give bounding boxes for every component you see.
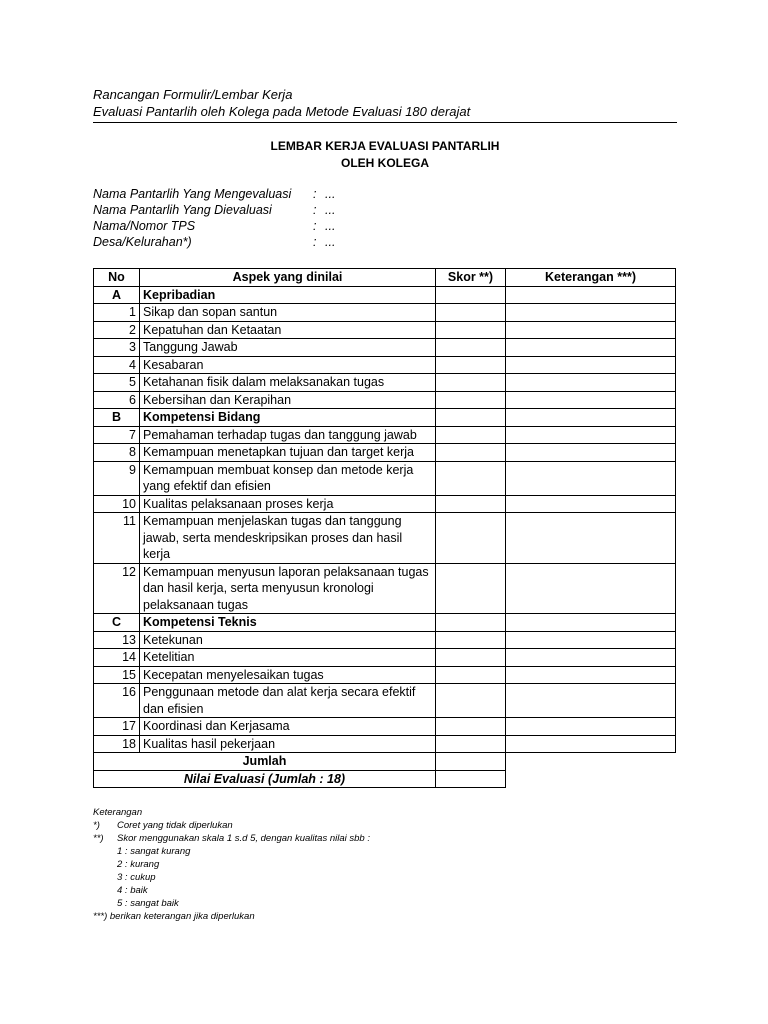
table-row <box>94 374 676 392</box>
table-row <box>94 718 676 736</box>
scale-item: 5 : sangat baik <box>117 898 179 909</box>
identity-label: Desa/Kelurahan*) <box>93 235 192 249</box>
table-row <box>94 304 676 322</box>
document-title: LEMBAR KERJA EVALUASI PANTARLIH <box>270 139 500 153</box>
aspect-label: Sikap dan sopan santun <box>140 304 436 322</box>
aspect-label: Penggunaan metode dan alat kerja secara efektif dan efisien <box>140 684 436 718</box>
keterangan-cell[interactable] <box>506 666 676 684</box>
identity-colon: : <box>313 235 317 249</box>
identity-label: Nama Pantarlih Yang Mengevaluasi <box>93 187 292 201</box>
table-row <box>94 735 676 753</box>
score-cell[interactable] <box>436 513 506 564</box>
note-text: ***) berikan keterangan jika diperlukan <box>93 911 255 922</box>
keterangan-cell[interactable] <box>506 718 676 736</box>
aspect-label: Kemampuan menetapkan tujuan dan target kerja <box>140 444 436 462</box>
score-cell[interactable] <box>436 684 506 718</box>
section-row <box>94 286 676 304</box>
keterangan-cell[interactable] <box>506 374 676 392</box>
aspect-label: Kualitas pelaksanaan proses kerja <box>140 495 436 513</box>
row-number: A <box>94 286 140 304</box>
identity-value: ... <box>325 219 336 233</box>
table-row <box>94 391 676 409</box>
score-cell[interactable] <box>436 356 506 374</box>
score-cell[interactable] <box>436 614 506 632</box>
keterangan-cell[interactable] <box>506 286 676 304</box>
note-text: Coret yang tidak diperlukan <box>117 820 233 831</box>
score-cell[interactable] <box>436 304 506 322</box>
row-number: 13 <box>94 631 140 649</box>
score-cell[interactable] <box>436 666 506 684</box>
row-number: 4 <box>94 356 140 374</box>
row-number: 7 <box>94 426 140 444</box>
scale-item: 2 : kurang <box>117 859 160 870</box>
keterangan-cell[interactable] <box>506 391 676 409</box>
header-no: No <box>94 269 140 287</box>
row-number: 1 <box>94 304 140 322</box>
aspect-label: Kemampuan menjelaskan tugas dan tanggung jawab, serta mendeskripsikan proses dan hasil kerja <box>140 513 436 564</box>
table-header-row <box>94 269 676 287</box>
keterangan-cell[interactable] <box>506 409 676 427</box>
table-row <box>94 426 676 444</box>
row-number: B <box>94 409 140 427</box>
table-row <box>94 356 676 374</box>
header-aspek: Aspek yang dinilai <box>140 269 436 287</box>
section-row <box>94 614 676 632</box>
row-number: 3 <box>94 339 140 357</box>
score-cell[interactable] <box>436 735 506 753</box>
aspect-label: Kepatuhan dan Ketaatan <box>140 321 436 339</box>
note-mark: *) <box>93 820 100 831</box>
row-number: 16 <box>94 684 140 718</box>
keterangan-cell[interactable] <box>506 684 676 718</box>
keterangan-cell[interactable] <box>506 304 676 322</box>
header-divider <box>93 122 677 123</box>
identity-label: Nama Pantarlih Yang Dievaluasi <box>93 203 272 217</box>
aspect-label: Pemahaman terhadap tugas dan tanggung jawab <box>140 426 436 444</box>
table-row <box>94 666 676 684</box>
identity-value: ... <box>325 187 336 201</box>
scale-item: 4 : baik <box>117 885 148 896</box>
keterangan-cell[interactable] <box>506 461 676 495</box>
identity-colon: : <box>313 203 317 217</box>
score-cell[interactable] <box>436 321 506 339</box>
nilai-label: Nilai Evaluasi (Jumlah : 18) <box>94 770 436 788</box>
table-row <box>94 495 676 513</box>
header-keterangan: Keterangan ***) <box>506 269 676 287</box>
header-skor: Skor **) <box>436 269 506 287</box>
score-cell[interactable] <box>436 426 506 444</box>
note-text: Skor menggunakan skala 1 s.d 5, dengan kualitas nilai sbb : <box>117 833 370 844</box>
section-label: Kompetensi Teknis <box>140 614 436 632</box>
identity-value: ... <box>325 235 336 249</box>
score-cell[interactable] <box>436 495 506 513</box>
section-label: Kepribadian <box>140 286 436 304</box>
keterangan-cell[interactable] <box>506 631 676 649</box>
score-cell[interactable] <box>436 631 506 649</box>
row-number: 8 <box>94 444 140 462</box>
aspect-label: Koordinasi dan Kerjasama <box>140 718 436 736</box>
row-number: 17 <box>94 718 140 736</box>
row-number: 5 <box>94 374 140 392</box>
header-line-2: Evaluasi Pantarlih oleh Kolega pada Metode Evaluasi 180 derajat <box>93 104 471 119</box>
identity-colon: : <box>313 219 317 233</box>
keterangan-cell[interactable] <box>506 495 676 513</box>
aspect-label: Ketahanan fisik dalam melaksanakan tugas <box>140 374 436 392</box>
keterangan-cell[interactable] <box>506 649 676 667</box>
row-number: C <box>94 614 140 632</box>
row-number: 6 <box>94 391 140 409</box>
jumlah-keterangan-cell <box>506 753 676 771</box>
row-number: 14 <box>94 649 140 667</box>
aspect-label: Kemampuan menyusun laporan pelaksanaan tugas dan hasil kerja, serta menyusun kronologi pelaksanaan tugas <box>140 563 436 614</box>
table-row <box>94 649 676 667</box>
aspect-label: Tanggung Jawab <box>140 339 436 357</box>
table-row <box>94 461 676 495</box>
table-row <box>94 684 676 718</box>
nilai-blank-cell <box>506 770 676 788</box>
score-cell[interactable] <box>436 563 506 614</box>
row-number: 15 <box>94 666 140 684</box>
row-number: 2 <box>94 321 140 339</box>
jumlah-skor-cell[interactable] <box>436 753 506 771</box>
nilai-skor-cell[interactable] <box>436 770 506 788</box>
score-cell[interactable] <box>436 461 506 495</box>
score-cell[interactable] <box>436 718 506 736</box>
keterangan-cell[interactable] <box>506 426 676 444</box>
keterangan-cell[interactable] <box>506 321 676 339</box>
score-cell[interactable] <box>436 391 506 409</box>
aspect-label: Kecepatan menyelesaikan tugas <box>140 666 436 684</box>
section-label: Kompetensi Bidang <box>140 409 436 427</box>
table-row <box>94 563 676 614</box>
jumlah-row <box>94 753 676 771</box>
keterangan-cell[interactable] <box>506 513 676 564</box>
score-cell[interactable] <box>436 649 506 667</box>
aspect-label: Kebersihan dan Kerapihan <box>140 391 436 409</box>
identity-colon: : <box>313 187 317 201</box>
identity-label: Nama/Nomor TPS <box>93 219 196 233</box>
score-cell[interactable] <box>436 286 506 304</box>
keterangan-cell[interactable] <box>506 735 676 753</box>
keterangan-cell[interactable] <box>506 614 676 632</box>
aspect-label: Ketelitian <box>140 649 436 667</box>
row-number: 11 <box>94 513 140 564</box>
score-cell[interactable] <box>436 409 506 427</box>
header-line-1: Rancangan Formulir/Lembar Kerja <box>93 87 293 102</box>
row-number: 18 <box>94 735 140 753</box>
keterangan-cell[interactable] <box>506 339 676 357</box>
keterangan-cell[interactable] <box>506 563 676 614</box>
keterangan-cell[interactable] <box>506 356 676 374</box>
aspect-label: Kemampuan membuat konsep dan metode kerja yang efektif dan efisien <box>140 461 436 495</box>
nilai-row <box>94 770 676 788</box>
scale-item: 1 : sangat kurang <box>117 846 191 857</box>
table-row <box>94 321 676 339</box>
table-row <box>94 513 676 564</box>
evaluation-table <box>93 268 676 788</box>
keterangan-cell[interactable] <box>506 444 676 462</box>
note-mark: **) <box>93 833 104 844</box>
row-number: 9 <box>94 461 140 495</box>
notes-block <box>93 806 370 923</box>
aspect-label: Kesabaran <box>140 356 436 374</box>
row-number: 12 <box>94 563 140 614</box>
aspect-label: Ketekunan <box>140 631 436 649</box>
notes-heading: Keterangan <box>93 807 143 818</box>
score-cell[interactable] <box>436 444 506 462</box>
identity-value: ... <box>325 203 336 217</box>
aspect-label: Kualitas hasil pekerjaan <box>140 735 436 753</box>
row-number: 10 <box>94 495 140 513</box>
document-subtitle: OLEH KOLEGA <box>340 156 429 170</box>
score-cell[interactable] <box>436 374 506 392</box>
score-cell[interactable] <box>436 339 506 357</box>
section-row <box>94 409 676 427</box>
scale-item: 3 : cukup <box>117 872 156 883</box>
table-row <box>94 631 676 649</box>
table-row <box>94 444 676 462</box>
table-row <box>94 339 676 357</box>
jumlah-label: Jumlah <box>94 753 436 771</box>
